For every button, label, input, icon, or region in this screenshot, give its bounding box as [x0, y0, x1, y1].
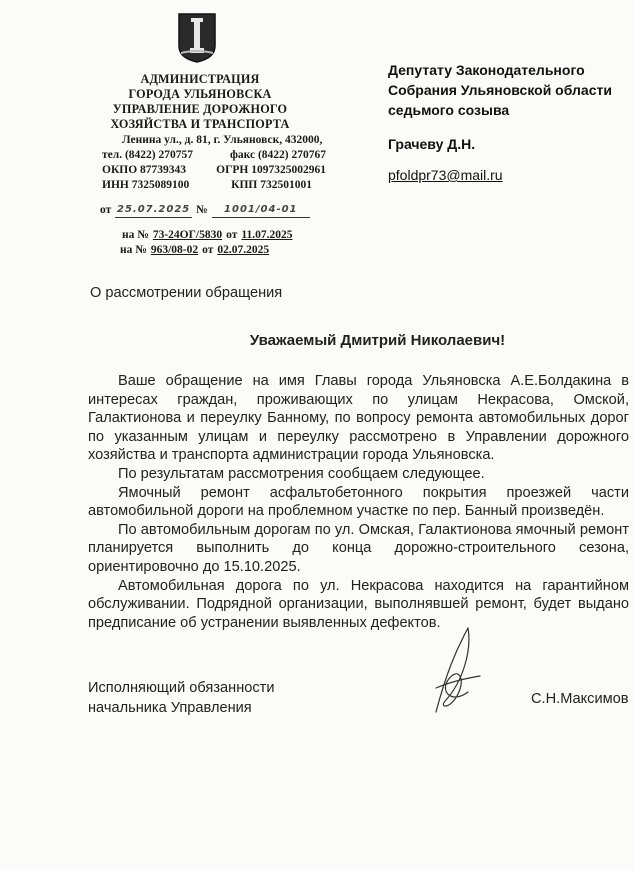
- recipient-email[interactable]: pfoldpr73@mail.ru: [388, 167, 503, 183]
- recipient-block: [388, 60, 628, 185]
- sender-block: [100, 72, 300, 132]
- reference-from: от: [202, 244, 214, 256]
- paragraph: Ямочный ремонт асфальтобетонного покрытия проезжей части автомобильной дороги на проблемном участке по пер. Банный произведён.: [88, 484, 629, 520]
- sender-inn: ИНН 7325089100: [102, 179, 190, 191]
- sender-details: [102, 133, 332, 193]
- sender-line-3: УПРАВЛЕНИЕ ДОРОЖНОГО: [112, 102, 288, 116]
- paragraph: По результатам рассмотрения сообщаем следующее.: [118, 465, 485, 482]
- outgoing-number: [100, 202, 310, 218]
- reference-from: от: [226, 229, 238, 241]
- outgoing-number-label: №: [196, 204, 208, 216]
- reference-date: 02.07.2025: [217, 244, 270, 256]
- salutation: Уважаемый Дмитрий Николаевич!: [249, 332, 506, 349]
- reference-date: 11.07.2025: [241, 229, 293, 241]
- handwritten-signature: [428, 622, 488, 722]
- paragraph: Автомобильная дорога по ул. Некрасова находится на гарантийном обслуживании. Подрядной организации, выполнявшей ремонт, будет выдано предписание об устранении выявленных дефектов.: [88, 577, 629, 631]
- reference-1: [122, 228, 312, 243]
- reference-prefix: на №: [122, 229, 149, 241]
- sender-line-1: АДМИНИСТРАЦИЯ: [140, 72, 260, 86]
- reference-2: [120, 243, 312, 258]
- sender-address: Ленина ул., д. 81, г. Ульяновск, 432000,: [122, 134, 323, 146]
- recipient-line-2: Собрания Ульяновской области: [388, 82, 612, 98]
- references: [122, 228, 312, 258]
- ulyanovsk-emblem-icon: [177, 12, 217, 64]
- sender-okpo: ОКПО 87739343: [102, 164, 187, 176]
- recipient-line-3: седьмого созыва: [388, 102, 510, 118]
- outgoing-from-label: от: [100, 204, 112, 216]
- paragraph: Ваше обращение на имя Главы города Ульяновска А.Е.Болдакина в интересах граждан, проживающих по улицам Некрасова, Омской, Галактионова и переулку Банному, по вопросу ремонта автомобильных дорог по указанным улицам и переулку рассмотрено в Управлении дорожного хозяйства и транспорта администрации города Ульяновска.: [88, 373, 629, 464]
- position-line-1: Исполняющий обязанности: [88, 680, 275, 696]
- sender-line-2: ГОРОДА УЛЬЯНОВСКА: [128, 87, 272, 101]
- recipient-name: Грачеву Д.Н.: [388, 136, 476, 152]
- letter-body: [88, 372, 629, 632]
- paragraph: По автомобильным дорогам по ул. Омская, Галактионова ямочный ремонт планируется выполнить до конца дорожно-строительного сезона, ориентировочно до 15.10.2025.: [88, 521, 629, 575]
- sender-ogrn: ОГРН 1097325002961: [216, 164, 326, 176]
- sender-kpp: КПП 732501001: [231, 179, 312, 191]
- outgoing-number-value: 1001/04-01: [212, 202, 310, 218]
- sender-phone: тел. (8422) 270757: [102, 149, 193, 161]
- reference-number: 73-24ОГ/5830: [152, 229, 223, 241]
- recipient-line-1: Депутату Законодательного: [388, 62, 585, 78]
- reference-prefix: на №: [120, 244, 147, 256]
- outgoing-date: 25.07.2025: [115, 202, 192, 218]
- position-line-2: начальника Управления: [88, 700, 252, 716]
- signatory-name: С.Н.Максимов: [531, 691, 629, 707]
- signatory-position: [88, 678, 275, 718]
- subject: О рассмотрении обращения: [90, 285, 283, 301]
- reference-number: 963/08-02: [150, 244, 199, 256]
- sender-line-4: ХОЗЯЙСТВА И ТРАНСПОРТА: [110, 117, 290, 131]
- sender-fax: факс (8422) 270767: [229, 149, 326, 161]
